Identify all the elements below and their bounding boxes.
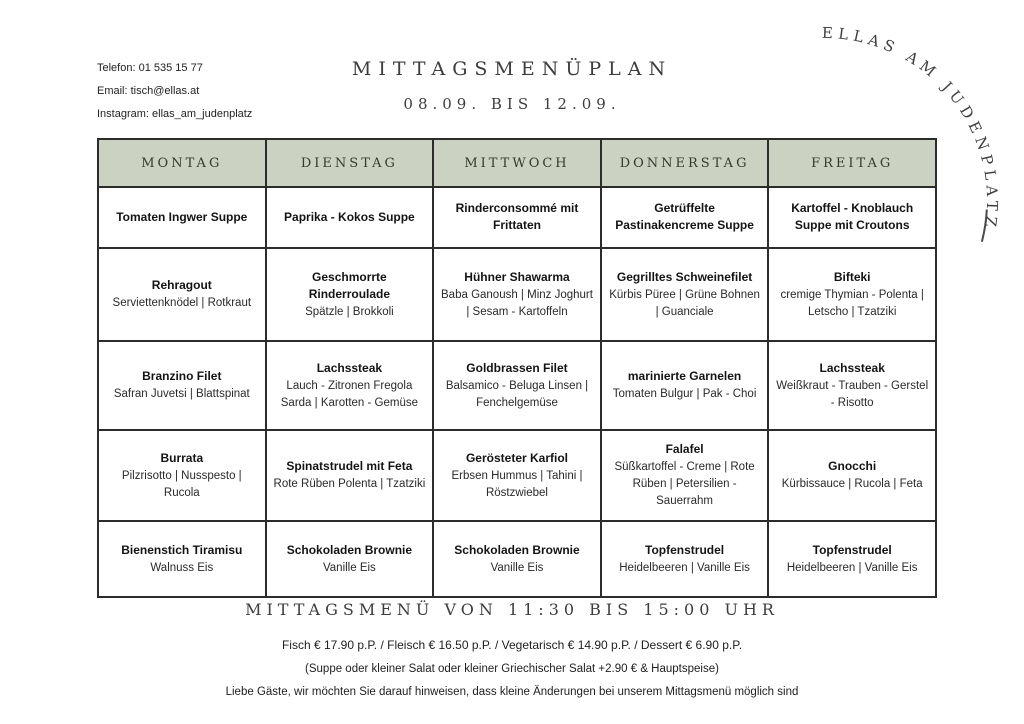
- dish-sides: Baba Ganoush | Minz Joghurt | Sesam - Kartoffeln: [441, 288, 593, 318]
- contact-block: [97, 62, 252, 131]
- menu-row-dessert: [98, 521, 936, 597]
- dish-title: Branzino Filet: [142, 369, 222, 383]
- menu-cell: [98, 430, 266, 521]
- day-header-freitag: FREITAG: [768, 139, 936, 187]
- dish-title: Kartoffel - Knoblauch Suppe mit Croutons: [791, 201, 914, 232]
- contact-email: Email: tisch@ellas.at: [97, 85, 200, 97]
- dish-title: Goldbrassen Filet: [466, 360, 568, 375]
- dish-sides: Heidelbeeren | Vanille Eis: [786, 561, 918, 574]
- date-range: 08.09. BIS 12.09.: [403, 95, 621, 113]
- dish-sides: Vanille Eis: [322, 561, 376, 574]
- note-line: Liebe Gäste, wir möchten Sie darauf hinweisen, dass kleine Änderungen bei unserem Mittagsmenü möglich sind: [225, 686, 799, 698]
- dish-title: Burrata: [160, 450, 204, 465]
- dish-title: Paprika - Kokos Suppe: [284, 209, 415, 224]
- menu-cell: [768, 187, 936, 248]
- menu-cell: [98, 341, 266, 430]
- menu-cell: [601, 521, 769, 597]
- weekly-menu-table: [97, 138, 937, 598]
- menu-cell: [266, 187, 434, 248]
- day-header-dienstag: DIENSTAG: [266, 139, 434, 187]
- dish-sides: Walnuss Eis: [150, 561, 214, 574]
- menu-cell: [601, 341, 769, 430]
- dish-title: Gnocchi: [828, 459, 877, 473]
- dish-title: Rinderconsommé mit Frittaten: [455, 201, 579, 232]
- dish-title: Bifteki: [833, 269, 871, 284]
- dish-title: Bienenstich Tiramisu: [121, 542, 243, 557]
- menu-cell: [768, 341, 936, 430]
- dish-sides: Spätzle | Brokkoli: [305, 305, 394, 318]
- menu-cell: [433, 430, 601, 521]
- price-line: Fisch € 17.90 p.P. / Fleisch € 16.50 p.P. / Vegetarisch € 14.90 p.P. / Dessert € 6.90 p.P.: [281, 638, 743, 652]
- dish-sides: Rote Rüben Polenta | Tzatziki: [273, 478, 426, 490]
- menu-cell: [601, 248, 769, 341]
- dish-sides: Pilzrisotto | Nusspesto | Rucola: [121, 469, 242, 499]
- dish-title: Schokoladen Brownie: [286, 542, 413, 557]
- dish-sides: Heidelbeeren | Vanille Eis: [619, 561, 750, 574]
- brand-arc-text: ELLAS AM JUDENPLATZ: [821, 23, 1002, 233]
- dish-sides: Süßkartoffel - Creme | Rote Rüben | Petersilien - Sauerrahm: [614, 461, 755, 507]
- menu-cell: [266, 430, 434, 521]
- dish-title: Hühner Shawarma: [464, 269, 570, 284]
- dish-sides: Serviettenknödel | Rotkraut: [112, 297, 252, 309]
- dish-title: Gerösteter Karfiol: [465, 450, 568, 465]
- menu-cell: [768, 248, 936, 341]
- dish-title: Topfenstrudel: [812, 542, 892, 557]
- day-header-row: [98, 139, 936, 187]
- day-header-montag: MONTAG: [98, 139, 266, 187]
- brand-arc-dash: [982, 210, 987, 242]
- dish-title: Falafel: [665, 442, 704, 456]
- includes-line: (Suppe oder kleiner Salat oder kleiner Griechischer Salat +2.90 € & Hauptspeise): [305, 663, 719, 675]
- menu-cell: [433, 341, 601, 430]
- dish-title: Geschmorrte Rinderroulade: [308, 269, 391, 301]
- opening-hours: MITTAGSMENÜ VON 11:30 BIS 15:00 UHR: [245, 600, 779, 619]
- menu-cell: [433, 521, 601, 597]
- menu-cell: [98, 521, 266, 597]
- dish-sides: Weißkraut - Trauben - Gerstel - Risotto: [776, 379, 929, 409]
- day-header-mittwoch: MITTWOCH: [433, 139, 601, 187]
- dish-title: Spinatstrudel mit Feta: [286, 459, 413, 473]
- dish-sides: Lauch - Zitronen Fregola Sarda | Karotten - Gemüse: [280, 379, 418, 409]
- dish-title: Topfenstrudel: [645, 542, 725, 557]
- page-title: MITTAGSMENÜPLAN: [351, 58, 673, 80]
- menu-cell: [433, 248, 601, 341]
- menu-cell: [98, 187, 266, 248]
- dish-sides: Kürbissauce | Rucola | Feta: [781, 478, 923, 490]
- dish-sides: Erbsen Hummus | Tahini | Röstzwiebel: [451, 469, 583, 499]
- dish-title: Schokoladen Brownie: [454, 542, 580, 557]
- dish-sides: Vanille Eis: [490, 561, 544, 574]
- menu-cell: [601, 430, 769, 521]
- menu-cell: [433, 187, 601, 248]
- dish-title: marinierte Garnelen: [627, 369, 742, 383]
- menu-cell: [98, 248, 266, 341]
- menu-cell: [266, 248, 434, 341]
- menu-cell: [266, 521, 434, 597]
- menu-row-fisch: [98, 341, 936, 430]
- dish-sides: Safran Juvetsi | Blattspinat: [113, 388, 250, 400]
- dish-title: Gegrilltes Schweinefilet: [616, 269, 753, 284]
- dish-sides: Kürbis Püree | Grüne Bohnen | Guanciale: [609, 288, 760, 318]
- menu-row-vegetarisch: [98, 430, 936, 521]
- day-header-donnerstag: DONNERSTAG: [601, 139, 769, 187]
- dish-sides: Balsamico - Beluga Linsen | Fenchelgemüse: [445, 379, 589, 409]
- menu-row-fleisch: [98, 248, 936, 341]
- footer-block: [0, 600, 1024, 698]
- dish-sides: Tomaten Bulgur | Pak - Choi: [612, 388, 757, 400]
- menu-cell: [768, 521, 936, 597]
- contact-telefon: Telefon: 01 535 15 77: [97, 62, 203, 74]
- dish-title: Tomaten Ingwer Suppe: [116, 209, 248, 224]
- dish-title: Lachssteak: [819, 360, 885, 375]
- dish-title: Rehragout: [151, 278, 212, 292]
- menu-cell: [266, 341, 434, 430]
- dish-title: Getrüffelte Pastinakencreme Suppe: [615, 201, 754, 232]
- menu-cell: [768, 430, 936, 521]
- menu-cell: [601, 187, 769, 248]
- dish-title: Lachssteak: [316, 360, 383, 375]
- dish-sides: cremige Thymian - Polenta | Letscho | Tzatziki: [780, 288, 924, 318]
- menu-row-suppe: [98, 187, 936, 248]
- contact-instagram: Instagram: ellas_am_judenplatz: [97, 108, 253, 120]
